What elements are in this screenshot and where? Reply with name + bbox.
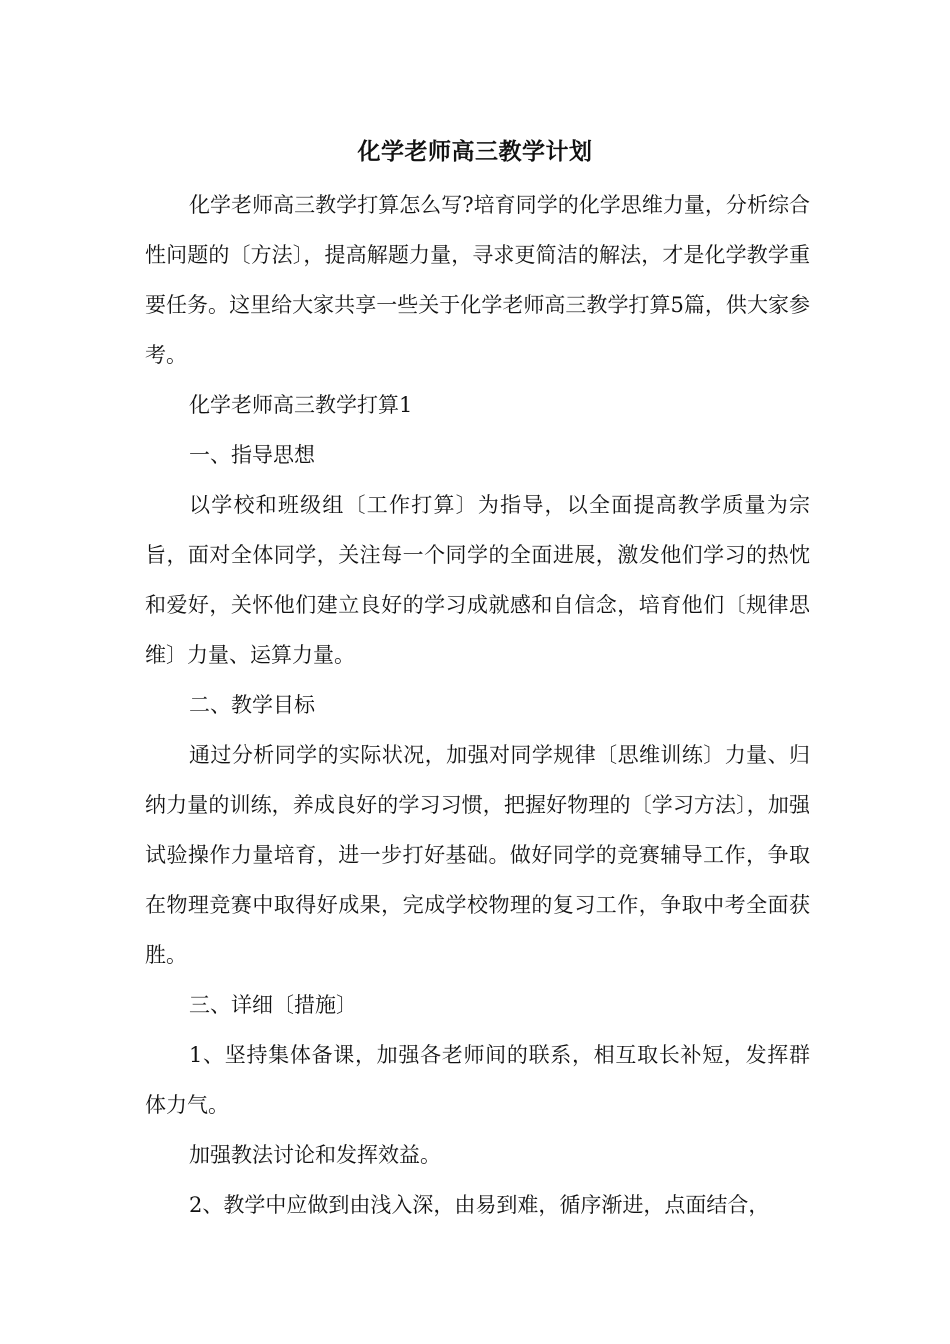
section-heading-guiding-thought: 一、指导思想 (189, 443, 315, 467)
document-body (145, 180, 810, 1230)
measure-item-1: 1、坚持集体备课，加强各老师间的联系，相互取长补短，发挥群体力气。 (145, 1043, 810, 1117)
teaching-goals-paragraph: 通过分析同学的实际状况，加强对同学规律〔思维训练〕力量、归纳力量的训练，养成良好的学习习惯，把握好物理的〔学习方法〕，加强试验操作力量培育，进一步打好基础。做好同学的竞赛辅导工作，争取在物理竞赛中取得好成果，完成学校物理的复习工作，争取中考全面获胜。 (145, 743, 810, 967)
measure-item-1-note: 加强教法讨论和发挥效益。 (189, 1143, 441, 1167)
plan-heading-1: 化学老师高三教学打算1 (189, 393, 413, 417)
document-title: 化学老师高三教学计划 (357, 138, 593, 165)
section-heading-teaching-goals: 二、教学目标 (189, 693, 315, 717)
measure-item-2: 2、教学中应做到由浅入深，由易到难，循序渐进，点面结合， (189, 1193, 770, 1217)
intro-paragraph: 化学老师高三教学打算怎么写?培育同学的化学思维力量，分析综合性问题的〔方法〕，提高解题力量，寻求更简洁的解法，才是化学教学重要任务。这里给大家共享一些关于化学老师高三教学打算5篇，供大家参考。 (145, 193, 810, 367)
section-heading-measures: 三、详细〔措施〕 (189, 993, 357, 1017)
guiding-thought-paragraph: 以学校和班级组〔工作打算〕为指导，以全面提高教学质量为宗旨，面对全体同学，关注每一个同学的全面进展，激发他们学习的热忱和爱好，关怀他们建立良好的学习成就感和自信念，培育他们〔规律思维〕力量、运算力量。 (145, 493, 810, 667)
